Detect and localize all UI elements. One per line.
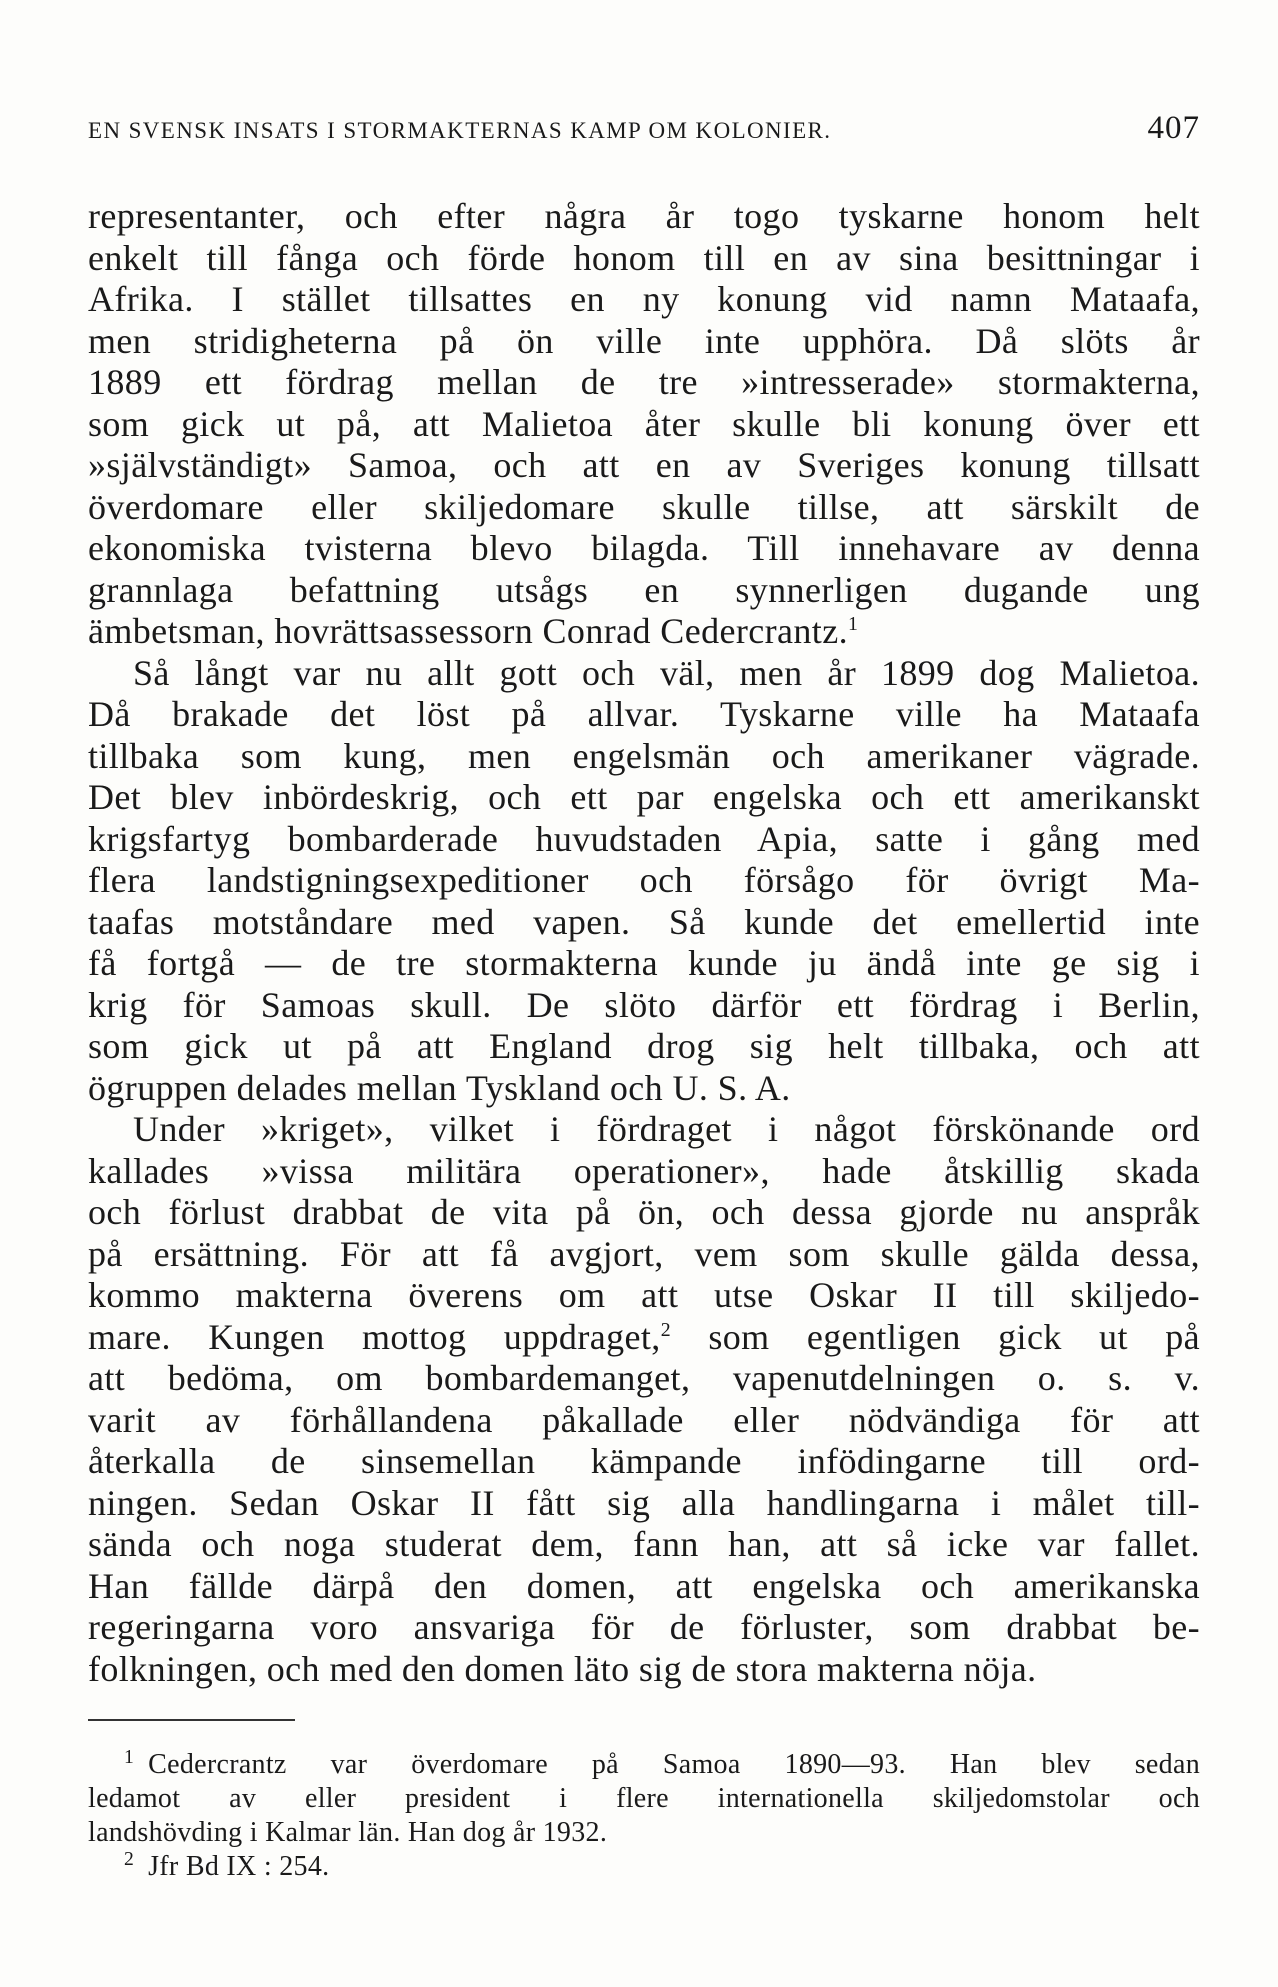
- text-line: men stridigheterna på ön ville inte upphöra. Då slöts år: [88, 320, 1200, 361]
- text-line: krigsfartyg bombarderade huvudstaden Apia, satte i gång med: [88, 818, 1200, 859]
- text-line: ningen. Sedan Oskar II fått sig alla handlingarna i målet till-: [88, 1482, 1200, 1523]
- text-line: Under »kriget», vilket i fördraget i något förskönande ord: [133, 1109, 1200, 1149]
- footnote-divider: [88, 1719, 295, 1721]
- text-line: krig för Samoas skull. De slöto därför ett fördrag i Berlin,: [88, 984, 1200, 1025]
- text-line: som gick ut på att England drog sig helt tillbaka, och att: [88, 1026, 1200, 1066]
- footnote-line: [88, 1850, 1200, 1884]
- footnotes: [88, 1748, 1200, 1884]
- text-line-content: ämbetsman, hovrättsassessorn Conrad Cedercrantz.: [88, 611, 848, 651]
- footnote-line: landshövding i Kalmar län. Han dog år 1932.: [88, 1817, 608, 1848]
- footnote-text: Jfr Bd IX : 254.: [148, 1851, 330, 1882]
- text-line: sända och noga studerat dem, fann han, att så icke var fallet.: [88, 1524, 1200, 1564]
- text-line-content: mare. Kungen mottog uppdraget,: [88, 1316, 661, 1357]
- footnote-marker-1: 1: [124, 1746, 135, 1768]
- text-line: Han fällde därpå den domen, att engelska och amerikanska: [88, 1565, 1200, 1606]
- text-line: grannlaga befattning utsågs en synnerligen dugande ung: [88, 569, 1200, 610]
- paragraph-2: [88, 653, 1200, 1110]
- text-line: som gick ut på, att Malietoa åter skulle bli konung över ett: [88, 403, 1200, 444]
- text-line: flera landstigningsexpeditioner och försågo för övrigt Ma-: [88, 860, 1200, 900]
- text-line: varit av förhållandena påkallade eller nödvändiga för att: [88, 1399, 1200, 1440]
- paragraph-1: [88, 196, 1200, 653]
- running-header: [88, 110, 1200, 162]
- text-line: tillbaka som kung, men engelsmän och amerikaner vägrade.: [88, 735, 1200, 776]
- text-line: Då brakade det löst på allvar. Tyskarne ville ha Mataafa: [88, 694, 1200, 734]
- text-line: [88, 611, 1200, 653]
- text-line: »självständigt» Samoa, och att en av Sveriges konung tillsatt: [88, 445, 1200, 485]
- text-line: ekonomiska tvisterna blevo bilagda. Till innehavare av denna: [88, 528, 1200, 568]
- text-line: folkningen, och med den domen läto sig de stora makterna nöja.: [88, 1648, 1037, 1689]
- footnote-reference-2: 2: [660, 1318, 671, 1341]
- text-line: enkelt till fånga och förde honom till en av sina besittningar i: [88, 237, 1200, 278]
- text-line: på ersättning. För att få avgjort, vem som skulle gälda dessa,: [88, 1233, 1200, 1274]
- page-number: 407: [1147, 110, 1200, 146]
- footnote-line: [88, 1748, 1200, 1782]
- text-line: återkalla de sinsemellan kämpande infödingarne till ord-: [88, 1441, 1200, 1481]
- text-line: Så långt var nu allt gott och väl, men år 1899 dog Malietoa.: [133, 652, 1200, 693]
- text-line: överdomare eller skiljedomare skulle tillse, att särskilt de: [88, 486, 1200, 527]
- footnote-line: ledamot av eller president i flere internationella skiljedomstolar och: [88, 1783, 1200, 1814]
- text-line-tail: som egentligen gick ut på: [670, 1316, 1200, 1357]
- text-line: och förlust drabbat de vita på ön, och dessa gjorde nu anspråk: [88, 1192, 1200, 1232]
- text-line: Det blev inbördeskrig, och ett par engelska och ett amerikanskt: [88, 777, 1200, 817]
- text-line: [88, 1317, 1200, 1359]
- text-line: regeringarna voro ansvariga för de förluster, som drabbat be-: [88, 1607, 1200, 1647]
- text-line: 1889 ett fördrag mellan de tre »intresserade» stormakterna,: [88, 362, 1200, 402]
- text-line: kommo makterna överens om att utse Oskar II till skiljedo-: [88, 1275, 1200, 1315]
- running-title: EN SVENSK INSATS I STORMAKTERNAS KAMP OM KOLONIER.: [88, 118, 832, 143]
- text-line: att bedöma, om bombardemanget, vapenutdelningen o. s. v.: [88, 1358, 1200, 1398]
- text-line: taafas motståndare med vapen. Så kunde det emellertid inte: [88, 901, 1200, 942]
- text-line: få fortgå — de tre stormakterna kunde ju ändå inte ge sig i: [88, 943, 1200, 983]
- footnote-2: [88, 1850, 1200, 1884]
- text-line: ögruppen delades mellan Tyskland och U. S. A.: [88, 1067, 791, 1108]
- body-text: [88, 196, 1200, 1690]
- text-line: Afrika. I stället tillsattes en ny konung vid namn Mataafa,: [88, 279, 1200, 319]
- footnote-marker-2: 2: [124, 1848, 135, 1870]
- paragraph-3: [88, 1109, 1200, 1690]
- text-line: kallades »vissa militära operationer», hade åtskillig skada: [88, 1150, 1200, 1191]
- footnote-text: Cedercrantz var överdomare på Samoa 1890—93. Han blev sedan: [148, 1749, 1200, 1780]
- text-line: representanter, och efter några år togo tyskarne honom helt: [88, 196, 1200, 236]
- footnote-reference-1: 1: [847, 613, 859, 635]
- footnote-1: [88, 1748, 1200, 1850]
